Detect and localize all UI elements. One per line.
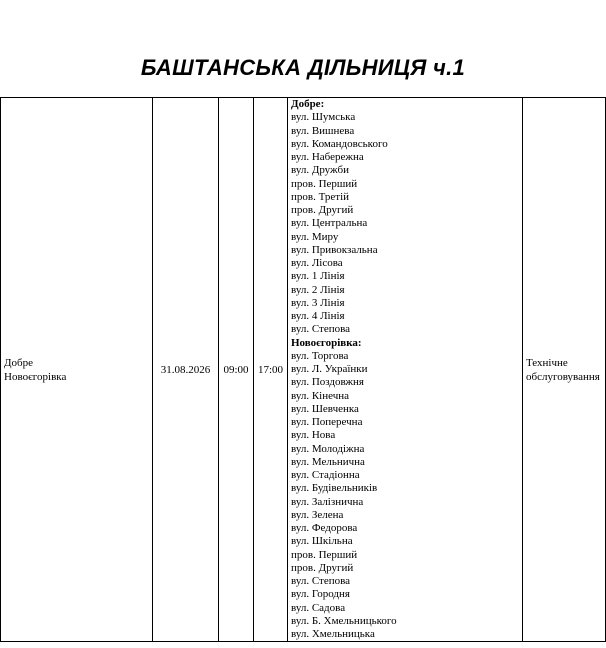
street-item: вул. Торгова bbox=[291, 349, 349, 362]
outage-schedule-table bbox=[0, 97, 606, 642]
street-item: пров. Другий bbox=[291, 561, 354, 574]
street-item: вул. Шумська bbox=[291, 111, 356, 124]
table-row bbox=[1, 98, 606, 642]
street-item: вул. Городня bbox=[291, 588, 350, 601]
street-item: вул. Шкільна bbox=[291, 535, 353, 548]
street-item: вул. Садова bbox=[291, 601, 346, 614]
street-item: вул. 3 Лінія bbox=[291, 296, 345, 309]
street-item: вул. Дружби bbox=[291, 164, 349, 177]
street-item: вул. Будівельників bbox=[291, 482, 378, 495]
street-item: вул. Центральна bbox=[291, 217, 368, 230]
street-item: вул. Шевченка bbox=[291, 402, 359, 415]
street-item: вул. Зелена bbox=[291, 508, 344, 521]
street-item: вул. Привокзальна bbox=[291, 243, 378, 256]
street-item: пров. Перший bbox=[291, 177, 358, 190]
street-item: вул. Набережна bbox=[291, 151, 364, 163]
street-item: вул. Вишнева bbox=[291, 124, 355, 137]
reason-cell bbox=[523, 98, 606, 642]
street-item: вул. 4 Лінія bbox=[291, 310, 345, 322]
street-item: вул. Мельнична bbox=[291, 455, 365, 468]
street-item: пров. Другий bbox=[291, 204, 354, 216]
street-item: вул. Нова bbox=[291, 429, 336, 442]
street-item: пров. Перший bbox=[291, 548, 358, 561]
street-item: вул. Командовського bbox=[291, 137, 388, 150]
page-title: БАШТАНСЬКА ДІЛЬНИЦЯ ч.1 bbox=[140, 55, 466, 80]
street-item: вул. 2 Лінія bbox=[291, 283, 345, 296]
end-time-cell: 17:00 bbox=[254, 98, 288, 642]
locality-name: Новоєгорівка bbox=[4, 370, 67, 383]
street-item: вул. Поперечна bbox=[291, 416, 363, 428]
locality-cell bbox=[1, 98, 153, 642]
street-item: вул. Л. Українки bbox=[291, 363, 368, 375]
street-item: вул. Хмельницька bbox=[291, 628, 375, 640]
street-item: вул. 1 Лінія bbox=[291, 270, 345, 283]
street-item: вул. Стадіонна bbox=[291, 469, 360, 481]
street-item: вул. Кінечна bbox=[291, 389, 350, 402]
date-cell: 31.08.2026 bbox=[153, 98, 219, 642]
street-item: вул. Лісова bbox=[291, 257, 343, 269]
street-item: пров. Третій bbox=[291, 190, 350, 203]
street-group-heading: Новоєгорівка: bbox=[291, 336, 362, 349]
street-item: вул. Молодіжна bbox=[291, 442, 365, 455]
street-item: вул. Степова bbox=[291, 575, 351, 587]
start-time-cell: 09:00 bbox=[219, 98, 254, 642]
street-item: вул. Поздовжня bbox=[291, 376, 364, 389]
locality-name: Добре bbox=[4, 356, 33, 369]
street-item: вул. Федорова bbox=[291, 522, 358, 534]
reason-text: Технічне bbox=[526, 356, 568, 369]
street-item: вул. Миру bbox=[291, 230, 339, 243]
reason-text: обслуговування bbox=[526, 370, 600, 383]
street-item: вул. Б. Хмельницького bbox=[291, 614, 397, 627]
streets-list bbox=[291, 98, 519, 641]
street-item: вул. Степова bbox=[291, 323, 351, 336]
street-group-heading: Добре: bbox=[291, 98, 325, 110]
street-item: вул. Залізнична bbox=[291, 495, 364, 508]
streets-cell bbox=[288, 98, 523, 642]
